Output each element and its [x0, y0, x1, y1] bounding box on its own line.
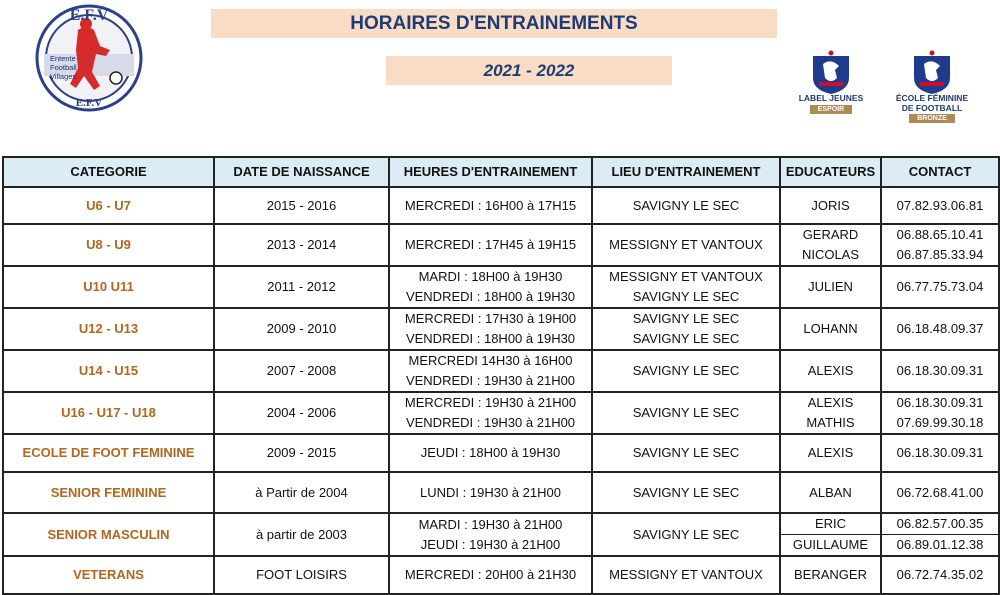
birth-years-cell: FOOT LOISIRS: [214, 556, 389, 594]
table-header-row: [3, 157, 999, 187]
birth-years-cell: 2009 - 2015: [214, 434, 389, 472]
coach-cell-line: ALEXIS: [807, 445, 854, 460]
training-hours-cell: [389, 187, 592, 224]
contact-cell: [881, 513, 999, 556]
training-place-cell: [592, 472, 780, 513]
coach-cell: [780, 350, 881, 392]
table-row: [3, 513, 999, 556]
training-place-cell-line: MESSIGNY ET VANTOUX: [609, 269, 763, 284]
birth-years-cell: à partir de 2003: [214, 513, 389, 556]
training-schedule-table: [2, 156, 1000, 595]
category-cell: U10 U11: [3, 266, 214, 308]
category-cell: SENIOR FEMININE: [3, 472, 214, 513]
training-hours-cell-line: VENDREDI : 19H30 à 21H00: [405, 373, 576, 388]
training-hours-cell-line: MERCREDI : 20H00 à 21H30: [404, 567, 577, 582]
training-hours-cell: [389, 392, 592, 434]
crest-line3: Villages: [50, 72, 77, 81]
column-header: DATE DE NAISSANCE: [214, 157, 389, 187]
column-header: EDUCATEURS: [780, 157, 881, 187]
birth-years-cell: 2013 - 2014: [214, 224, 389, 266]
birth-years-cell: à Partir de 2004: [214, 472, 389, 513]
category-cell: U14 - U15: [3, 350, 214, 392]
badge-label-jeunes: [788, 50, 874, 120]
fff-rooster-shield-icon: [809, 50, 853, 96]
category-cell: U8 - U9: [3, 224, 214, 266]
column-header: CONTACT: [881, 157, 999, 187]
column-header: LIEU D'ENTRAINEMENT: [592, 157, 780, 187]
coach-cell: [780, 308, 881, 350]
coach-cell-line: BERANGER: [794, 567, 867, 582]
training-place-cell-line: SAVIGNY LE SEC: [632, 331, 740, 346]
contact-cell-line: 07.69.99.30.18: [896, 415, 984, 430]
column-header: HEURES D'ENTRAINEMENT: [389, 157, 592, 187]
birth-years-cell: 2015 - 2016: [214, 187, 389, 224]
coach-cell-line: ALEXIS: [807, 363, 854, 378]
training-hours-cell-line: MERCREDI : 19H30 à 21H00: [404, 395, 577, 410]
training-place-cell: [592, 392, 780, 434]
coach-cell-line: JORIS: [811, 197, 850, 213]
coach-cell: [780, 392, 881, 434]
training-hours-cell-line: MERCREDI : 17H30 à 19H00: [404, 311, 577, 326]
category-cell: VETERANS: [3, 556, 214, 594]
training-place-cell: [592, 308, 780, 350]
training-place-cell: [592, 513, 780, 556]
training-place-cell: [592, 556, 780, 594]
coach-cell-line: GUILLAUME: [781, 534, 880, 555]
badge-line2: DE FOOTBALL: [901, 102, 963, 113]
coach-cell-line: ALBAN: [809, 484, 852, 500]
contact-cell-line: 06.18.48.09.37: [896, 321, 984, 336]
training-hours-cell: [389, 556, 592, 594]
training-place-cell-line: SAVIGNY LE SEC: [632, 445, 740, 460]
table-row: [3, 224, 999, 266]
training-hours-cell: [389, 472, 592, 513]
training-place-cell-line: SAVIGNY LE SEC: [632, 484, 740, 500]
birth-years-cell: 2007 - 2008: [214, 350, 389, 392]
training-hours-cell-line: MERCREDI : 17H45 à 19H15: [404, 237, 577, 252]
contact-cell-line: 06.88.65.10.41: [896, 227, 984, 242]
training-hours-cell-line: MARDI : 18H00 à 19H30: [418, 269, 563, 284]
training-place-cell-line: MESSIGNY ET VANTOUX: [609, 237, 763, 252]
coach-cell-line: GERARD: [802, 227, 859, 242]
contact-cell: [881, 224, 999, 266]
coach-cell: [780, 434, 881, 472]
table-row: [3, 472, 999, 513]
category-cell: U16 - U17 - U18: [3, 392, 214, 434]
training-place-cell-line: SAVIGNY LE SEC: [632, 289, 740, 304]
contact-cell: [881, 434, 999, 472]
training-place-cell-line: SAVIGNY LE SEC: [632, 363, 740, 378]
coach-cell-line: LOHANN: [803, 321, 858, 336]
birth-years-cell: 2004 - 2006: [214, 392, 389, 434]
category-cell: U6 - U7: [3, 187, 214, 224]
training-place-cell: [592, 187, 780, 224]
training-place-cell-line: SAVIGNY LE SEC: [632, 526, 740, 542]
contact-cell: [881, 308, 999, 350]
table-row: [3, 308, 999, 350]
contact-cell-line: 06.18.30.09.31: [896, 445, 984, 460]
contact-cell-line: 06.89.01.12.38: [882, 534, 998, 555]
training-place-cell: [592, 224, 780, 266]
table-row: [3, 392, 999, 434]
birth-years-cell: 2009 - 2010: [214, 308, 389, 350]
training-hours-cell: [389, 266, 592, 308]
training-hours-cell: [389, 308, 592, 350]
contact-cell-line: 06.87.85.33.94: [896, 247, 984, 262]
coach-cell-line: ERIC: [814, 516, 847, 531]
crest-line1: Entente: [50, 54, 76, 63]
club-crest-icon: [30, 4, 148, 112]
training-place-cell-line: SAVIGNY LE SEC: [632, 197, 740, 213]
category-cell: U12 - U13: [3, 308, 214, 350]
training-hours-cell: [389, 513, 592, 556]
contact-cell-line: 06.77.75.73.04: [896, 279, 984, 294]
table-row: [3, 266, 999, 308]
training-place-cell-line: SAVIGNY LE SEC: [632, 311, 740, 326]
coach-cell-line: NICOLAS: [801, 247, 860, 262]
coach-cell: [780, 224, 881, 266]
contact-cell: [881, 472, 999, 513]
badge-line1: LABEL JEUNES: [798, 93, 864, 103]
coach-cell: [780, 266, 881, 308]
coach-cell: [780, 187, 881, 224]
training-place-cell-line: MESSIGNY ET VANTOUX: [609, 567, 763, 582]
coach-cell-line: MATHIS: [806, 415, 855, 430]
category-cell: SENIOR MASCULIN: [3, 513, 214, 556]
badge-ribbon: ESPOIR: [810, 105, 852, 114]
contact-cell-line: 07.82.93.06.81: [896, 197, 984, 213]
training-place-cell-line: SAVIGNY LE SEC: [632, 405, 740, 420]
training-hours-cell: [389, 224, 592, 266]
coach-cell: [780, 556, 881, 594]
training-hours-cell-line: MERCREDI 14H30 à 16H00: [408, 353, 573, 368]
training-hours-cell-line: MERCREDI : 16H00 à 17H15: [404, 197, 577, 213]
crest-line2: Football: [50, 63, 77, 72]
contact-cell: [881, 266, 999, 308]
contact-cell-line: 06.72.68.41.00: [896, 484, 984, 500]
training-hours-cell-line: VENDREDI : 18H00 à 19H30: [405, 331, 576, 346]
badge-ecole-feminine: [889, 50, 975, 120]
training-hours-cell-line: VENDREDI : 19H30 à 21H00: [405, 415, 576, 430]
contact-cell-line: 06.18.30.09.31: [896, 363, 984, 378]
season-label: 2021 - 2022: [386, 56, 672, 85]
coach-cell-line: JULIEN: [808, 279, 853, 294]
table-row: [3, 434, 999, 472]
training-hours-cell-line: LUNDI : 19H30 à 21H00: [420, 484, 561, 500]
contact-cell-line: 06.72.74.35.02: [896, 567, 984, 582]
birth-years-cell: 2011 - 2012: [214, 266, 389, 308]
table-row: [3, 556, 999, 594]
table-row: [3, 187, 999, 224]
table-row: [3, 350, 999, 392]
contact-cell: [881, 556, 999, 594]
coach-cell-line: ALEXIS: [807, 395, 854, 410]
contact-cell: [881, 350, 999, 392]
badge-line1: ÉCOLE FÉMININE: [895, 93, 969, 103]
training-place-cell: [592, 434, 780, 472]
crest-acronym: E.F.V: [69, 7, 109, 24]
fff-rooster-shield-icon: [910, 50, 954, 96]
category-cell: ECOLE DE FOOT FEMININE: [3, 434, 214, 472]
crest-bottom: E.F.V: [75, 97, 103, 109]
training-hours-cell-line: JEUDI : 18H00 à 19H30: [420, 445, 561, 460]
training-hours-cell-line: JEUDI : 19H30 à 21H00: [420, 536, 561, 552]
training-hours-cell-line: MARDI : 19H30 à 21H00: [418, 516, 563, 532]
training-place-cell: [592, 266, 780, 308]
coach-cell: [780, 513, 881, 556]
badge-ribbon: BRONZE: [909, 114, 955, 123]
contact-cell: [881, 392, 999, 434]
training-place-cell: [592, 350, 780, 392]
contact-cell-line: 06.82.57.00.35: [896, 516, 984, 531]
column-header: CATEGORIE: [3, 157, 214, 187]
training-hours-cell: [389, 350, 592, 392]
contact-cell-line: 06.18.30.09.31: [896, 395, 984, 410]
training-hours-cell: [389, 434, 592, 472]
page-title: HORAIRES D'ENTRAINEMENTS: [211, 9, 777, 38]
coach-cell: [780, 472, 881, 513]
training-hours-cell-line: VENDREDI : 18H00 à 19H30: [405, 289, 576, 304]
contact-cell: [881, 187, 999, 224]
